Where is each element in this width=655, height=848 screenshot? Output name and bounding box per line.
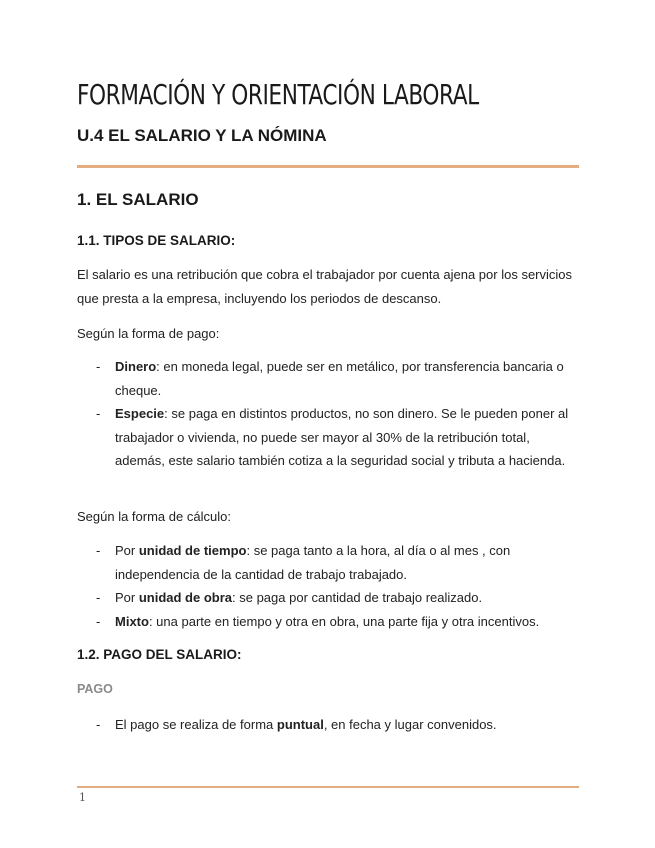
- list-item: - El pago se realiza de forma puntual, en fecha y lugar convenidos.: [96, 717, 497, 732]
- subsection-heading-pago: 1.2. PAGO DEL SALARIO:: [77, 647, 242, 662]
- list-item: - Por unidad de obra: se paga por cantidad de trabajo realizado.: [96, 590, 483, 605]
- subsection-heading-tipos: 1.1. TIPOS DE SALARIO:: [77, 233, 236, 248]
- calculo-label: Según la forma de cálculo:: [77, 509, 231, 524]
- pago-label: Según la forma de pago:: [77, 326, 220, 341]
- calculo-list: [77, 539, 577, 633]
- header-divider: [77, 165, 579, 168]
- pago-subheading: PAGO: [77, 682, 113, 696]
- list-item: - Dinero: en moneda legal, puede ser en metálico, por transferencia bancaria o cheque.: [96, 359, 564, 398]
- document-subtitle: U.4 EL SALARIO Y LA NÓMINA: [77, 126, 327, 145]
- intro-paragraph: El salario es una retribución que cobra el trabajador por cuenta ajena por los servicios que presta a la empresa, incluyendo los periodos de descanso.: [77, 267, 573, 306]
- page-number: 1: [79, 791, 86, 804]
- list-item: - Mixto: una parte en tiempo y otra en obra, una parte fija y otra incentivos.: [96, 613, 540, 629]
- pago-salario-list: [77, 713, 577, 737]
- section-heading-salario: 1. EL SALARIO: [77, 190, 199, 209]
- document-title: FORMACIÓN Y ORIENTACIÓN LABORAL: [77, 78, 479, 111]
- footer-divider: [77, 786, 579, 788]
- pago-list: [77, 355, 577, 473]
- list-item: - Por unidad de tiempo: se paga tanto a la hora, al día o al mes , con independencia de la cantidad de trabajo trabajado.: [96, 543, 511, 582]
- list-item: - Especie: se paga en distintos productos, no son dinero. Se le pueden poner al trabajador o vivienda, no puede ser mayor al 30% de la retribución total, además, este salario también cotiza a la seguridad social y tributa a hacienda.: [96, 406, 569, 468]
